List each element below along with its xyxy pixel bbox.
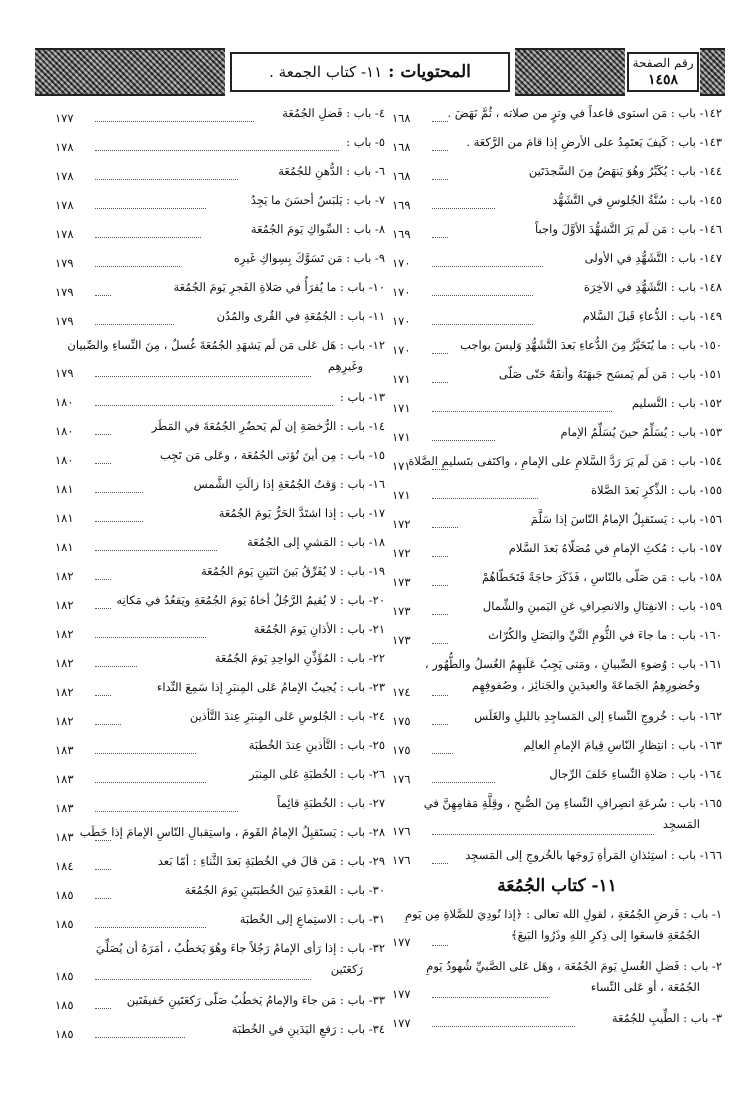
toc-page-number: ١٨٥ — [55, 969, 74, 983]
toc-leader-dots — [95, 898, 111, 899]
toc-leader-dots — [432, 121, 448, 122]
toc-entry-line: ٢٣- باب : يُجيبُ الإمامُ عَلى المِنبَرِ إذا سَمِعَ النِّداء — [156, 680, 385, 694]
toc-page-number: ١٧٢ — [392, 517, 411, 531]
toc-entry-title — [100, 880, 385, 901]
toc-entry-title — [437, 567, 722, 588]
section-heading: ١١- كتاب الجُمُعَة — [497, 876, 617, 896]
toc-entry-title — [423, 793, 722, 835]
toc-entry — [55, 558, 385, 587]
toc-entry-line: ١٥٦- باب : يَستَقبِلُ الإمامُ النّاسَ إذا سَلَّمَ — [530, 512, 722, 526]
toc-page-number: ١٨٢ — [55, 656, 74, 670]
toc-page-number: ١٧٦ — [392, 853, 411, 867]
toc-leader-dots — [95, 237, 201, 238]
toc-entry — [392, 622, 722, 651]
toc-leader-dots — [432, 695, 448, 696]
toc-entry — [55, 274, 385, 303]
toc-entry-title — [100, 648, 385, 669]
toc-entry — [55, 906, 385, 935]
toc-entry-title — [79, 822, 385, 843]
toc-entry-line: ٣- باب : الطِّيبِ للجُمُعَة — [611, 1011, 722, 1025]
toc-entry-line: ٩- باب : مَن تَسَوَّكَ بِسِواكِ غَيرِه — [233, 251, 385, 265]
toc-entry-title — [100, 445, 385, 466]
toc-entry-title — [437, 335, 722, 356]
toc-entry-title — [437, 625, 722, 646]
toc-leader-dots — [432, 834, 654, 835]
toc-entry — [55, 732, 385, 761]
toc-entry-line: ١٥٠- باب : ما يُتَخَيَّرُ مِنَ الدُّعاءِ بَعدَ التَّشَهُّدِ وَليسَ بواجب — [460, 338, 722, 352]
toc-leader-dots — [95, 405, 333, 406]
toc-entry-line: ١٥٥- باب : الذِّكرِ بَعدَ الصَّلاة — [591, 483, 722, 497]
toc-leader-dots — [432, 614, 448, 615]
toc-entry — [392, 100, 722, 129]
toc-entry-line: ١٦١- باب : وُضوءِ الصِّبيانِ ، ومَتى يَجِبُ عَلَيهِمُ الغُسلُ والطُّهُور ، — [424, 657, 722, 671]
toc-page-number: ١٧٨ — [55, 169, 74, 183]
toc-page-number: ١٧٩ — [55, 366, 74, 380]
toc-leader-dots — [95, 753, 196, 754]
toc-entry-line: ١٥٢- باب : التَّسليم — [631, 396, 722, 410]
toc-entry — [55, 384, 385, 413]
toc-page-number: ١٧١ — [392, 488, 411, 502]
toc-entry-title — [100, 990, 385, 1011]
toc-page-number: ١٦٨ — [392, 111, 411, 125]
toc-leader-dots — [432, 556, 448, 557]
toc-entry-line: ١٤- باب : الرُّخصَةِ إن لَم يَحضُرِ الجُمُعَةَ في المَطَر — [151, 419, 385, 433]
toc-leader-dots — [95, 579, 111, 580]
toc-entry-line: ١٥٧- باب : مُكثِ الإمامِ في مُصَلّاهُ بَعدَ السَّلام — [508, 541, 722, 555]
toc-entry-line: ١٠- باب : ما يُقرَأُ في صَلاةِ الفَجرِ يَومَ الجُمُعَة — [173, 280, 385, 294]
toc-page-number: ١٧٧ — [392, 935, 411, 949]
toc-page-number: ١٧٠ — [392, 343, 411, 357]
toc-leader-dots — [95, 434, 111, 435]
toc-leader-dots — [95, 121, 254, 122]
toc-page-number: ١٦٩ — [392, 227, 411, 241]
toc-page-number: ١٨٣ — [55, 801, 74, 815]
toc-page-number: ١٨١ — [55, 482, 74, 496]
toc-entry — [55, 158, 385, 187]
toc-page-number: ١٦٨ — [392, 140, 411, 154]
toc-page-number: ١٧٨ — [55, 140, 74, 154]
toc-entry-line: ١٥٤- باب : مَن لَم يَرَ رَدَّ السَّلامِ على الإمامِ ، واكتَفى بتَسليمِ الصَّلاة — [408, 454, 722, 468]
toc-entry — [392, 187, 722, 216]
toc-page-number: ١٧٠ — [392, 285, 411, 299]
toc-entry-title — [437, 161, 722, 182]
toc-leader-dots — [95, 150, 339, 151]
toc-page-number: ١٨٥ — [55, 998, 74, 1012]
toc-entry-line: ٢٧- باب : الخُطبَةِ قائِماً — [277, 796, 385, 810]
toc-page-number: ١٧٠ — [392, 256, 411, 270]
toc-page-number: ١٨٥ — [55, 1027, 74, 1041]
toc-entry — [55, 529, 385, 558]
toc-page-number: ١٧٧ — [392, 987, 411, 1001]
toc-entry — [55, 987, 385, 1016]
toc-leader-dots — [432, 382, 448, 383]
toc-entry-line: ٢٢- باب : المُؤَذِّنِ الواحِدِ يَومَ الجُمُعَة — [214, 651, 385, 665]
toc-leader-dots — [432, 782, 495, 783]
toc-entry — [392, 1005, 722, 1034]
toc-entry — [392, 651, 722, 703]
toc-entry-line: ٣٠- باب : القَعدَةِ بَينَ الخُطبَتَينِ يَومَ الجُمُعَة — [184, 883, 385, 897]
toc-entry-line: ١٤٥- باب : سُنَّةُ الجُلوسِ في التَّشَهُّد — [552, 193, 722, 207]
toc-entry — [392, 361, 722, 390]
toc-entry-line: ٢٩- باب : مَن قالَ في الخُطبَةِ بَعدَ الثَّناءِ : أمّا بَعد — [157, 854, 385, 868]
toc-entry — [392, 732, 722, 761]
toc-entry-line: المَسجِد — [662, 817, 700, 831]
toc-leader-dots — [432, 411, 612, 412]
toc-entry-line: ٦- باب : الدُّهنِ للجُمُعَة — [278, 164, 385, 178]
toc-entry — [392, 953, 722, 1005]
toc-leader-dots — [95, 266, 180, 267]
toc-leader-dots — [432, 440, 495, 441]
toc-entry-line: ٢- باب : فَضلِ الغُسلِ يَومَ الجُمُعَة ، وهَل عَلى الصَّبيِّ شُهودُ يَومِ — [426, 959, 722, 973]
toc-leader-dots — [95, 521, 143, 522]
toc-leader-dots — [432, 469, 448, 470]
toc-entry-line: ١١- باب : الجُمُعَةِ في القُرى والمُدُن — [216, 309, 385, 323]
toc-entry-title — [100, 416, 385, 437]
toc-entry-title — [100, 590, 385, 611]
toc-entry — [55, 303, 385, 332]
toc-entry-line: ١٦٦- باب : استِئذانِ المَرأةِ زَوجَها بالخُروجِ إلى المَسجِد — [465, 848, 722, 862]
toc-page-number: ١٧٦ — [392, 824, 411, 838]
toc-entry-title — [100, 561, 385, 582]
toc-entry-line: الجُمُعَة ، أو عَلى النِّساء — [590, 980, 700, 994]
toc-page-number: ١٧٨ — [55, 227, 74, 241]
toc-entry — [392, 332, 722, 361]
toc-entry — [55, 674, 385, 703]
toc-leader-dots — [432, 208, 495, 209]
toc-entry-line: ٢٠- باب : لا يُقيمُ الرَّجُلُ أخاهُ يَومَ الجُمُعَةِ ويَقعُدُ في مَكانِه — [116, 593, 385, 607]
toc-page-number: ١٧٣ — [392, 633, 411, 647]
toc-page-number: ١٧٩ — [55, 256, 74, 270]
header-page-label: رقم الصفحة — [632, 56, 694, 70]
toc-page-number: ١٧٩ — [55, 285, 74, 299]
toc-page-number: ١٨٤ — [55, 859, 74, 873]
toc-leader-dots — [432, 353, 448, 354]
toc-entry-line: وحُضورِهِمُ الجَماعَةَ والعيدَينِ والجَنائِز ، وصُفوفِهِم — [471, 678, 700, 692]
toc-entry — [55, 216, 385, 245]
toc-entry — [392, 790, 722, 842]
toc-entry-line: ١٦٠- باب : ما جاءَ في الثُّومِ النَّيِّ والبَصَلِ والكُرّاث — [488, 628, 722, 642]
toc-page-number: ١٨٥ — [55, 917, 74, 931]
toc-entry-title — [437, 219, 722, 240]
toc-entry — [55, 1016, 385, 1045]
toc-leader-dots — [432, 863, 448, 864]
toc-entry — [55, 245, 385, 274]
toc-entry-title — [100, 706, 385, 727]
toc-page-number: ١٨٣ — [55, 772, 74, 786]
toc-entry-line: ١٩- باب : لا يُفَرِّقُ بَينَ اثنَينِ يَومَ الجُمُعَة — [200, 564, 385, 578]
right-column — [392, 100, 722, 1034]
toc-entry — [55, 935, 385, 987]
toc-leader-dots — [95, 608, 111, 609]
toc-entry-title — [100, 474, 385, 495]
toc-entry — [392, 216, 722, 245]
toc-entry — [392, 477, 722, 506]
toc-entry-title — [437, 596, 722, 617]
toc-entry-line: ١٢- باب : هَل عَلى مَن لَم يَشهَدِ الجُمُعَةَ غُسلٌ ، مِنَ النِّساءِ والصِّبيان — [67, 338, 385, 352]
toc-entry — [392, 564, 722, 593]
toc-leader-dots — [432, 585, 448, 586]
toc-entry — [392, 390, 722, 419]
toc-entry — [392, 761, 722, 790]
toc-page-number: ١٨٢ — [55, 714, 74, 728]
toc-entry-line: ٢٨- باب : يَستَقبِلُ الإمامُ القَومَ ، واستِقبالِ النّاسِ الإمامَ إذا خَطَب — [79, 825, 385, 839]
toc-entry-line: ١٥٩- باب : الانفِتالِ والانصِرافِ عَنِ اليَمينِ والشِّمال — [482, 599, 722, 613]
toc-entry-line: ١٦٢- باب : خُروجِ النِّساءِ إلى المَساجِدِ بالليلِ والغَلَس — [474, 709, 722, 723]
toc-entry-line: ٢٦- باب : الخُطبَةِ عَلى المِنبَر — [248, 767, 385, 781]
toc-entry-line: ١٤٩- باب : الدُّعاءِ قَبلَ السَّلام — [582, 309, 722, 323]
toc-page-number: ١٨٢ — [55, 569, 74, 583]
toc-leader-dots — [95, 1037, 185, 1038]
toc-leader-dots — [95, 724, 121, 725]
header-page-box — [627, 52, 699, 92]
header-title-box — [230, 52, 510, 92]
toc-entry-line: ٣١- باب : الاستِماعِ إلى الخُطبَة — [239, 912, 385, 926]
toc-entry-line: ١٧- باب : إذا اشتَدَّ الحَرُّ يَومَ الجُمُعَة — [218, 506, 385, 520]
toc-entry-line: الجُمُعَةِ فاسعَوا إلى ذِكرِ اللهِ وذَرُوا البَيعَ﴾ — [510, 928, 700, 942]
toc-entry-line: ٢٥- باب : التَّأذينِ عِندَ الخُطبَة — [248, 738, 385, 752]
toc-entry-title — [408, 451, 722, 472]
toc-page-number: ١٧٩ — [55, 314, 74, 328]
toc-leader-dots — [95, 927, 206, 928]
toc-leader-dots — [432, 179, 448, 180]
header-title-rest: ١١- كتاب الجمعة . — [269, 63, 383, 81]
toc-page-number: ١٧٣ — [392, 575, 411, 589]
toc-entry — [55, 187, 385, 216]
toc-page-number: ١٧٠ — [392, 314, 411, 328]
toc-entry — [55, 413, 385, 442]
toc-entry-line: ١٤٤- باب : يُكَبِّرُ وهُوَ يَنهَضُ مِنَ السَّجدَتَين — [528, 164, 722, 178]
toc-leader-dots — [432, 753, 453, 754]
toc-leader-dots — [95, 840, 111, 841]
toc-page-number: ١٧٨ — [55, 198, 74, 212]
toc-entry — [392, 703, 722, 732]
toc-entry — [392, 303, 722, 332]
toc-entry-line: ٣٣- باب : مَن جاءَ والإمامُ يَخطُبُ صَلّى رَكعَتَينِ خَفيفَتَين — [126, 993, 385, 1007]
toc-entry — [392, 842, 722, 871]
toc-leader-dots — [95, 1008, 111, 1009]
toc-leader-dots — [95, 637, 206, 638]
toc-page-number: ١٦٩ — [392, 198, 411, 212]
toc-entry-line: ١٤٨- باب : التَّشَهُّدِ في الآخِرَة — [583, 280, 722, 294]
toc-leader-dots — [432, 1026, 575, 1027]
toc-leader-dots — [432, 498, 538, 499]
toc-entry — [392, 901, 722, 953]
header-pattern-middle — [515, 48, 625, 96]
toc-page-number: ١٨٢ — [55, 685, 74, 699]
toc-entry-title — [437, 735, 722, 756]
toc-entry — [55, 442, 385, 471]
toc-entry — [392, 245, 722, 274]
toc-entry-line: ١٦٥- باب : سُرعَةِ انصِرافِ النِّساءِ مِنَ الصُّبحِ ، وقِلَّةِ مَقامِهِنَّ في — [423, 796, 722, 810]
toc-entry-line: ١٤٣- باب : كَيفَ يَعتَمِدُ على الأرضِ إذا قامَ من الرَّكعَة . — [466, 135, 722, 149]
toc-entry-line: ٨- باب : السِّواكِ يَومَ الجُمُعَة — [250, 222, 385, 236]
toc-entry-title — [405, 904, 722, 946]
toc-entry — [55, 332, 385, 384]
page-header — [35, 48, 725, 96]
toc-entry — [392, 158, 722, 187]
toc-entry-line: ١٥٨- باب : مَن صَلّى بالنّاسِ ، فَذَكَرَ حاجَةً فَتَخَطّاهُمْ — [481, 570, 722, 584]
toc-page-number: ١٧٤ — [392, 685, 411, 699]
toc-leader-dots — [95, 179, 238, 180]
toc-entry-title — [437, 706, 722, 727]
toc-page-number: ١٨٣ — [55, 743, 74, 757]
toc-leader-dots — [95, 295, 111, 296]
toc-page-number: ١٨٢ — [55, 598, 74, 612]
toc-entry-line: ٣٢- باب : إذا رَأى الإمامُ رَجُلاً جاءَ وهُوَ يَخطُبُ ، أمَرَهُ أن يُصَلِّيَ — [95, 941, 385, 955]
toc-entry-line: ٤- باب : فَضلِ الجُمُعَة — [282, 106, 385, 120]
toc-entry — [392, 274, 722, 303]
toc-page-number: ١٧١ — [392, 401, 411, 415]
toc-entry-line: ١٦- باب : وَقتُ الجُمُعَةِ إذا زالَتِ الشَّمس — [193, 477, 385, 491]
toc-page-number: ١٨١ — [55, 511, 74, 525]
toc-entry-title — [100, 277, 385, 298]
toc-entry-title — [426, 956, 722, 998]
toc-leader-dots — [432, 724, 448, 725]
toc-leader-dots — [95, 376, 311, 377]
toc-entry — [55, 100, 385, 129]
toc-entry — [392, 593, 722, 622]
toc-entry — [55, 616, 385, 645]
toc-entry-title — [437, 509, 722, 530]
toc-entry-title — [437, 538, 722, 559]
toc-page-number: ١٧١ — [392, 459, 411, 473]
toc-leader-dots — [432, 295, 533, 296]
toc-leader-dots — [95, 666, 137, 667]
toc-leader-dots — [432, 527, 458, 528]
toc-entry-line: ١٥٣- باب : يُسَلِّمُ حينَ يُسَلِّمُ الإمام — [560, 425, 722, 439]
toc-entry — [55, 703, 385, 732]
toc-leader-dots — [432, 237, 448, 238]
toc-leader-dots — [95, 463, 111, 464]
toc-entry-line: ٣٤- باب : رَفعِ اليَدَينِ في الخُطبَة — [231, 1022, 385, 1036]
toc-page-number: ١٦٨ — [392, 169, 411, 183]
toc-entry — [392, 419, 722, 448]
toc-entry — [55, 645, 385, 674]
toc-entry — [392, 448, 722, 477]
header-page-number: ١٤٥٨ — [647, 72, 679, 88]
toc-leader-dots — [95, 324, 174, 325]
toc-entry — [55, 129, 385, 158]
toc-entry-line: ٧- باب : يَلبَسُ أحسَنَ ما يَجِدُ — [250, 193, 385, 207]
toc-page-number: ١٧٥ — [392, 714, 411, 728]
toc-entry-title — [437, 364, 722, 385]
toc-entry-line: ٢٤- باب : الجُلوسِ عَلى المِنبَرِ عِندَ التَّأذين — [189, 709, 385, 723]
toc-entry — [55, 790, 385, 819]
toc-leader-dots — [95, 695, 111, 696]
toc-entry-line: ١٥١- باب : مَن لَم يَمسَح جَبهَتَهُ وأنفَهُ حَتّى صَلّى — [498, 367, 722, 381]
toc-page-number: ١٧٦ — [392, 772, 411, 786]
toc-entry — [55, 500, 385, 529]
toc-leader-dots — [432, 945, 448, 946]
toc-page-number: ١٨٠ — [55, 424, 74, 438]
toc-entry-title — [100, 851, 385, 872]
toc-leader-dots — [95, 492, 143, 493]
toc-page-number: ١٧٧ — [392, 1016, 411, 1030]
toc-entry-line: ١٤٧- باب : التَّشَهُّدِ في الأولى — [584, 251, 722, 265]
toc-leader-dots — [432, 997, 548, 998]
toc-entry — [55, 877, 385, 906]
toc-entry-line: ١- باب : فَرضِ الجُمُعَةِ ، لقولِ الله تعالى : ﴿إذا نُودِيَ للصَّلاةِ مِن يَومِ — [405, 907, 722, 921]
toc-leader-dots — [95, 782, 206, 783]
toc-leader-dots — [432, 324, 533, 325]
toc-entry-line: ١٤٦- باب : مَن لَم يَرَ التَّشهُّدَ الأوَّلَ واجباً — [535, 222, 722, 236]
toc-entry-title — [67, 335, 385, 377]
toc-entry — [55, 819, 385, 848]
toc-entry — [55, 587, 385, 616]
toc-entry-line: وغَيرِهِم — [327, 359, 363, 373]
toc-leader-dots — [95, 208, 206, 209]
toc-page-number: ١٧٢ — [392, 546, 411, 560]
toc-entry-line: ٢١- باب : الأذانِ يَومَ الجُمُعَة — [253, 622, 385, 636]
header-pattern-right — [700, 48, 725, 96]
toc-entry-title — [424, 654, 722, 696]
toc-leader-dots — [95, 550, 217, 551]
toc-entry-title — [437, 132, 722, 153]
toc-leader-dots — [95, 979, 311, 980]
toc-entry-line: ١٥- باب : مِن أينَ تُؤتى الجُمُعَة ، وعَلى مَن تَجِب — [159, 448, 385, 462]
toc-entry-line: ١٦٣- باب : انتِظارِ النّاسِ قِيامَ الإمامِ العالِم — [523, 738, 722, 752]
toc-leader-dots — [432, 150, 448, 151]
toc-entry — [392, 535, 722, 564]
toc-leader-dots — [95, 869, 111, 870]
toc-page-number: ١٧٥ — [392, 743, 411, 757]
toc-entry-line: ٥- باب : — [346, 135, 385, 149]
toc-leader-dots — [95, 811, 238, 812]
toc-entry — [55, 848, 385, 877]
toc-entry-title — [100, 503, 385, 524]
toc-entry — [392, 506, 722, 535]
toc-page-number: ١٨٠ — [55, 453, 74, 467]
toc-page-number: ١٧٧ — [55, 111, 74, 125]
toc-entry-title — [95, 938, 385, 980]
toc-entry-title — [100, 677, 385, 698]
toc-page-number: ١٧١ — [392, 372, 411, 386]
toc-entry — [55, 471, 385, 500]
toc-page-number: ١٨٥ — [55, 888, 74, 902]
toc-page-number: ١٨٣ — [55, 830, 74, 844]
toc-entry-line: ١٤٢- باب : مَن استوى قاعداً في وترٍ من صلاته ، ثُمَّ نَهَضَ . — [447, 106, 722, 120]
left-column — [55, 100, 385, 1045]
toc-page-number: ١٨٠ — [55, 395, 74, 409]
toc-entry-line: ١٣- باب : — [340, 390, 385, 404]
toc-leader-dots — [432, 643, 448, 644]
toc-entry-line: ١٦٤- باب : صَلاةِ النِّساءِ خَلفَ الرِّجال — [549, 767, 722, 781]
toc-page-number: ١٨٢ — [55, 627, 74, 641]
toc-page-number: ١٧١ — [392, 430, 411, 444]
header-title-main: المحتويات : — [388, 62, 471, 82]
toc-entry-title — [437, 103, 722, 124]
toc-entry — [55, 761, 385, 790]
toc-entry — [392, 129, 722, 158]
toc-leader-dots — [432, 266, 543, 267]
toc-entry-line: رَكعَتَين — [330, 962, 363, 976]
toc-page-number: ١٧٣ — [392, 604, 411, 618]
header-pattern-left — [35, 48, 225, 96]
toc-entry-title — [437, 845, 722, 866]
toc-entry-line: ١٨- باب : المَشيِ إلى الجُمُعَة — [247, 535, 385, 549]
toc-page-number: ١٨١ — [55, 540, 74, 554]
